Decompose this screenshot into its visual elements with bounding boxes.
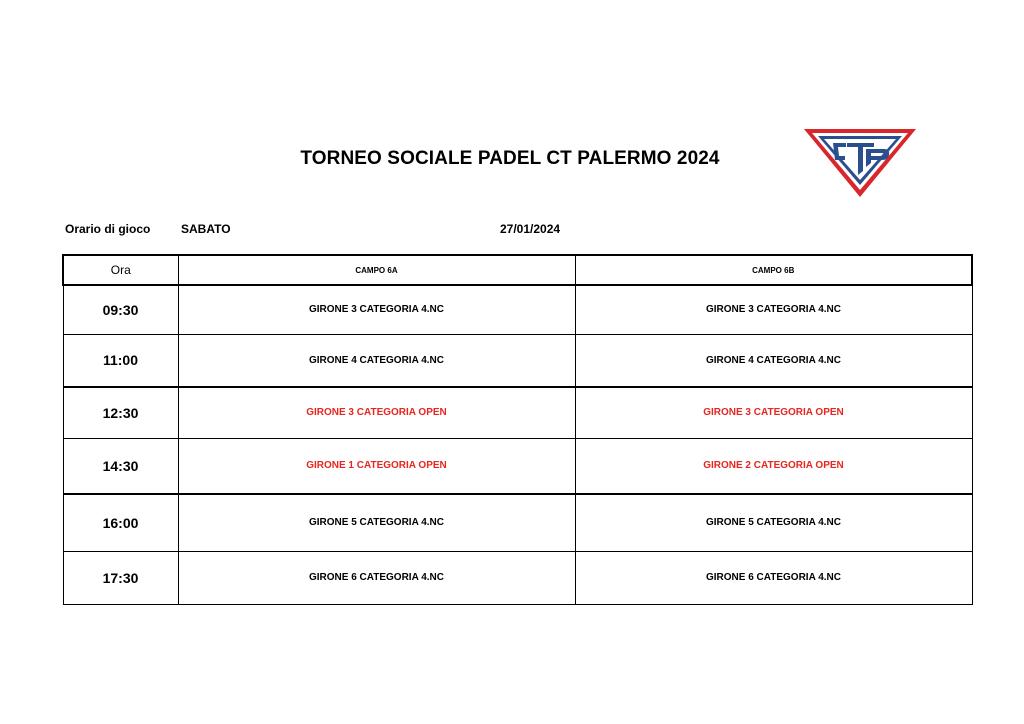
time-cell: 14:30 bbox=[63, 438, 178, 494]
ct-palermo-logo bbox=[802, 127, 918, 199]
schedule-day: SABATO bbox=[181, 222, 231, 236]
match-cell-campo-6a: GIRONE 3 CATEGORIA 4.NC bbox=[178, 285, 575, 334]
time-cell: 16:00 bbox=[63, 494, 178, 551]
page-title: TORNEO SOCIALE PADEL CT PALERMO 2024 bbox=[300, 148, 720, 169]
table-row bbox=[63, 285, 972, 334]
match-cell-campo-6b: GIRONE 5 CATEGORIA 4.NC bbox=[575, 494, 972, 551]
table-row bbox=[63, 334, 972, 387]
table-header-row bbox=[63, 255, 972, 285]
table-row bbox=[63, 387, 972, 438]
match-cell-campo-6a: GIRONE 6 CATEGORIA 4.NC bbox=[178, 551, 575, 604]
match-cell-campo-6b: GIRONE 2 CATEGORIA OPEN bbox=[575, 438, 972, 494]
time-cell: 12:30 bbox=[63, 387, 178, 438]
schedule-date: 27/01/2024 bbox=[500, 222, 561, 236]
schedule-table bbox=[62, 254, 973, 605]
column-header-campo-6a: CAMPO 6A bbox=[178, 255, 575, 285]
table-row bbox=[63, 494, 972, 551]
match-cell-campo-6b: GIRONE 6 CATEGORIA 4.NC bbox=[575, 551, 972, 604]
column-header-ora: Ora bbox=[63, 255, 178, 285]
table-row bbox=[63, 438, 972, 494]
match-cell-campo-6b: GIRONE 3 CATEGORIA OPEN bbox=[575, 387, 972, 438]
match-cell-campo-6b: GIRONE 4 CATEGORIA 4.NC bbox=[575, 334, 972, 387]
time-cell: 11:00 bbox=[63, 334, 178, 387]
match-cell-campo-6b: GIRONE 3 CATEGORIA 4.NC bbox=[575, 285, 972, 334]
match-cell-campo-6a: GIRONE 3 CATEGORIA OPEN bbox=[178, 387, 575, 438]
match-cell-campo-6a: GIRONE 4 CATEGORIA 4.NC bbox=[178, 334, 575, 387]
match-cell-campo-6a: GIRONE 1 CATEGORIA OPEN bbox=[178, 438, 575, 494]
time-cell: 17:30 bbox=[63, 551, 178, 604]
time-cell: 09:30 bbox=[63, 285, 178, 334]
table-row bbox=[63, 551, 972, 604]
schedule-label: Orario di gioco bbox=[65, 222, 151, 236]
column-header-campo-6b: CAMPO 6B bbox=[575, 255, 972, 285]
match-cell-campo-6a: GIRONE 5 CATEGORIA 4.NC bbox=[178, 494, 575, 551]
